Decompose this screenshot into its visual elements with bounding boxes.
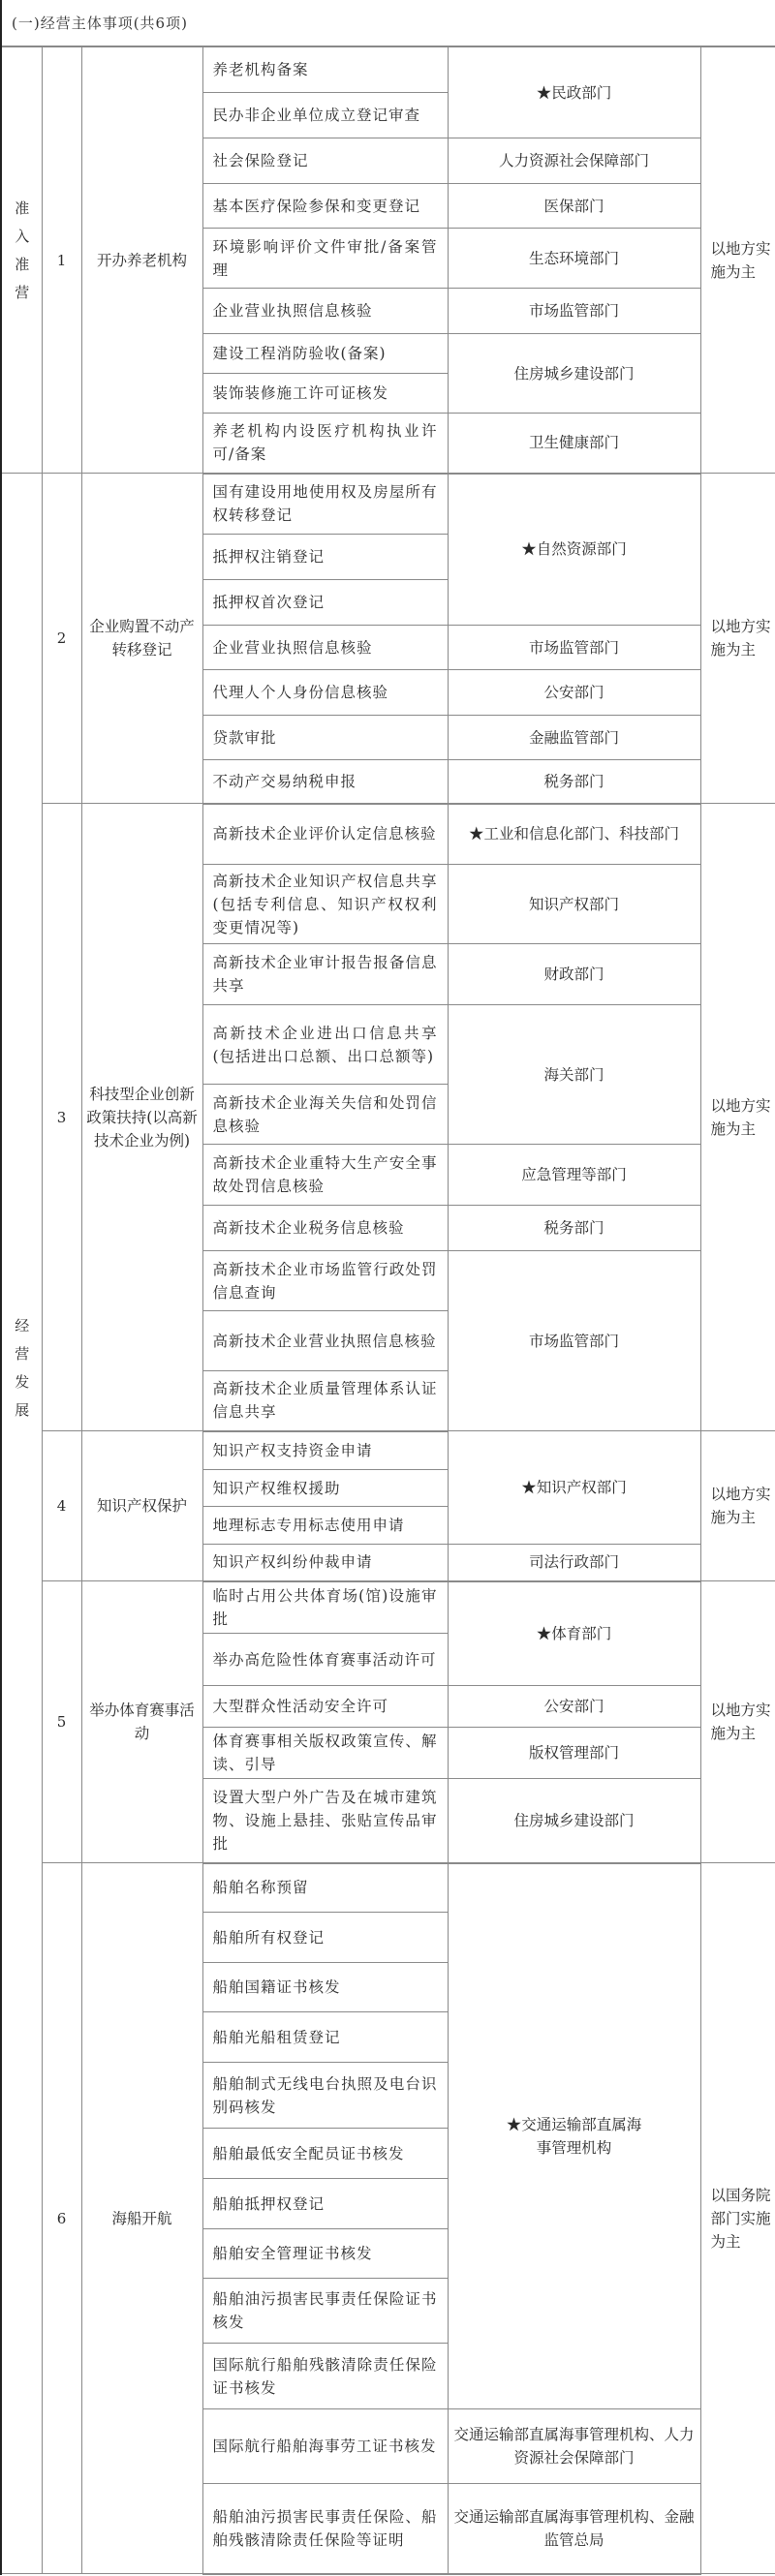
item-cell: 知识产权维权援助 [202, 1470, 448, 1507]
section-name: 知识产权保护 [81, 1431, 202, 1581]
dept-cell: ★知识产权部门 [448, 1431, 700, 1545]
matters-table [2, 46, 775, 2575]
implementation-cell: 以地方实施为主 [700, 804, 775, 1431]
item-cell: 高新技术企业审计报告报备信息共享 [202, 944, 448, 1005]
item-cell: 临时占用公共体育场(馆)设施审批 [202, 1581, 448, 1634]
item-cell: 船舶最低安全配员证书核发 [202, 2129, 448, 2179]
section-number: 3 [42, 804, 81, 1431]
category-label: 准入准营 [13, 200, 31, 313]
item-cell: 不动产交易纳税申报 [202, 760, 448, 804]
dept-cell: 交通运输部直属海事管理机构、人力资源社会保障部门 [448, 2409, 700, 2484]
dept-cell: 市场监管部门 [448, 1251, 700, 1431]
item-cell: 知识产权纠纷仲裁申请 [202, 1545, 448, 1581]
item-cell: 船舶油污损害民事责任保险证书核发 [202, 2279, 448, 2344]
item-cell: 船舶油污损害民事责任保险、船舶残骸清除责任保险等证明 [202, 2484, 448, 2574]
implementation-cell: 以地方实施为主 [700, 474, 775, 804]
item-cell: 高新技术企业重特大生产安全事故处罚信息核验 [202, 1145, 448, 1206]
category-cell [2, 47, 42, 474]
dept-cell: 版权管理部门 [448, 1728, 700, 1779]
dept-cell: 卫生健康部门 [448, 414, 700, 474]
item-cell: 设置大型户外广告及在城市建筑物、设施上悬挂、张贴宣传品审批 [202, 1779, 448, 1863]
dept-cell [448, 1863, 700, 2409]
section-number: 4 [42, 1431, 81, 1581]
item-cell: 高新技术企业进出口信息共享(包括进出口总额、出口总额等) [202, 1005, 448, 1085]
item-cell: 船舶光船租赁登记 [202, 2012, 448, 2063]
dept-cell: ★自然资源部门 [448, 474, 700, 626]
item-cell: 高新技术企业知识产权信息共享(包括专利信息、知识产权权利变更情况等) [202, 865, 448, 944]
category-label: 经营发展 [13, 1318, 31, 1430]
dept-cell: 交通运输部直属海事管理机构、金融监管总局 [448, 2484, 700, 2574]
dept-cell: ★体育部门 [448, 1581, 700, 1686]
table-row [2, 1581, 775, 1634]
item-cell: 社会保险登记 [202, 138, 448, 184]
item-cell: 国际航行船舶残骸清除责任保险证书核发 [202, 2344, 448, 2409]
section-name: 企业购置不动产转移登记 [81, 474, 202, 804]
item-cell: 高新技术企业评价认定信息核验 [202, 804, 448, 865]
category-cell [2, 474, 42, 2574]
dept-cell: ★工业和信息化部门、科技部门 [448, 804, 700, 865]
table-title: (一)经营主体事项(共6项) [2, 0, 775, 46]
dept-cell: 财政部门 [448, 944, 700, 1005]
table-row [2, 804, 775, 865]
item-cell: 环境影响评价文件审批/备案管理 [202, 229, 448, 289]
dept-cell: 税务部门 [448, 760, 700, 804]
item-cell: 建设工程消防验收(备案) [202, 334, 448, 374]
dept-cell: ★民政部门 [448, 47, 700, 138]
item-cell: 高新技术企业税务信息核验 [202, 1206, 448, 1251]
item-cell: 体育赛事相关版权政策宣传、解读、引导 [202, 1728, 448, 1779]
item-cell: 船舶安全管理证书核发 [202, 2229, 448, 2279]
dept-cell: 金融监管部门 [448, 716, 700, 760]
section-number: 1 [42, 47, 81, 474]
dept-cell: 海关部门 [448, 1005, 700, 1145]
item-cell: 养老机构备案 [202, 47, 448, 93]
dept-cell: 市场监管部门 [448, 289, 700, 334]
item-cell: 企业营业执照信息核验 [202, 289, 448, 334]
item-cell: 养老机构内设医疗机构执业许可/备案 [202, 414, 448, 474]
item-cell: 大型群众性活动安全许可 [202, 1686, 448, 1728]
item-cell: 企业营业执照信息核验 [202, 626, 448, 670]
section-number: 6 [42, 1863, 81, 2574]
item-cell: 高新技术企业海关失信和处罚信息核验 [202, 1085, 448, 1145]
item-cell: 基本医疗保险参保和变更登记 [202, 184, 448, 229]
dept-cell: 住房城乡建设部门 [448, 334, 700, 414]
table-row [2, 1863, 775, 1913]
item-cell: 高新技术企业市场监管行政处罚信息查询 [202, 1251, 448, 1311]
item-cell: 船舶抵押权登记 [202, 2179, 448, 2229]
item-cell: 知识产权支持资金申请 [202, 1431, 448, 1470]
section-name: 科技型企业创新政策扶持(以高新技术企业为例) [81, 804, 202, 1431]
dept-cell: 知识产权部门 [448, 865, 700, 944]
item-cell: 民办非企业单位成立登记审查 [202, 93, 448, 138]
item-cell: 抵押权首次登记 [202, 580, 448, 626]
implementation-cell: 以地方实施为主 [700, 47, 775, 474]
item-cell: 贷款审批 [202, 716, 448, 760]
dept-cell: 应急管理等部门 [448, 1145, 700, 1206]
dept-cell: 公安部门 [448, 1686, 700, 1728]
section-name: 举办体育赛事活动 [81, 1581, 202, 1863]
dept-cell: 税务部门 [448, 1206, 700, 1251]
implementation-cell: 以地方实施为主 [700, 1581, 775, 1863]
section-number: 5 [42, 1581, 81, 1863]
item-cell: 国际航行船舶海事劳工证书核发 [202, 2409, 448, 2484]
item-cell: 船舶名称预留 [202, 1863, 448, 1913]
item-cell: 高新技术企业营业执照信息核验 [202, 1311, 448, 1371]
table-row [2, 1431, 775, 1470]
item-cell: 船舶所有权登记 [202, 1913, 448, 1963]
section-number: 2 [42, 474, 81, 804]
dept-cell: 人力资源社会保障部门 [448, 138, 700, 184]
dept-cell: 生态环境部门 [448, 229, 700, 289]
item-cell: 船舶国籍证书核发 [202, 1963, 448, 2012]
implementation-cell: 以国务院部门实施为主 [700, 1863, 775, 2574]
dept-cell: 市场监管部门 [448, 626, 700, 670]
item-cell: 装饰装修施工许可证核发 [202, 374, 448, 414]
dept-cell: 住房城乡建设部门 [448, 1779, 700, 1863]
section-name: 开办养老机构 [81, 47, 202, 474]
item-cell: 抵押权注销登记 [202, 535, 448, 580]
dept-cell: 公安部门 [448, 670, 700, 716]
table-row [2, 47, 775, 93]
dept-cell: 医保部门 [448, 184, 700, 229]
dept-text: ★交通运输部直属海事管理机构 [506, 2115, 642, 2157]
item-cell: 代理人个人身份信息核验 [202, 670, 448, 716]
table-row [2, 474, 775, 535]
item-cell: 高新技术企业质量管理体系认证信息共享 [202, 1371, 448, 1431]
item-cell: 国有建设用地使用权及房屋所有权转移登记 [202, 474, 448, 535]
item-cell: 地理标志专用标志使用申请 [202, 1507, 448, 1545]
implementation-cell: 以地方实施为主 [700, 1431, 775, 1581]
item-cell: 船舶制式无线电台执照及电台识别码核发 [202, 2063, 448, 2129]
section-name: 海船开航 [81, 1863, 202, 2574]
item-cell: 举办高危险性体育赛事活动许可 [202, 1634, 448, 1686]
dept-cell: 司法行政部门 [448, 1545, 700, 1581]
